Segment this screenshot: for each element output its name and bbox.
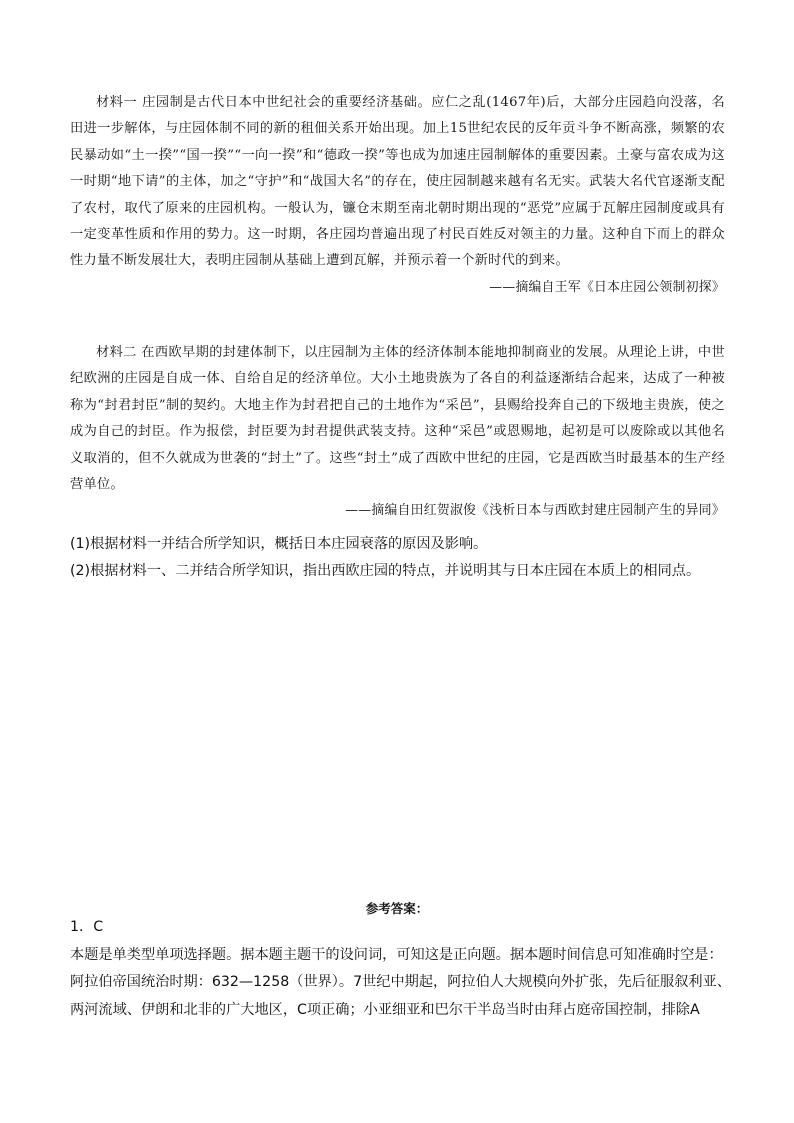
material-two-block: [70, 340, 725, 525]
material-one-block: [70, 90, 725, 301]
answer-explanation: 本题是单类型单项选择题。据本题主题干的设问词，可知这是正向题。据本题时间信息可知准确时空是：阿拉伯帝国统治时期：632—1258（世界）。7世纪中期起，阿拉伯人大规模向外扩张，先后征服叙利亚、两河流域、伊朗和北非的广大地区，C项正确；小亚细亚和巴尔干半岛当时由拜占庭帝国控制，排除A: [70, 946, 731, 1018]
material-two-source: ——摘编自田红贺淑俊《浅析日本与西欧封建庄园制产生的异同》: [345, 503, 725, 519]
questions-block: [70, 531, 730, 585]
material-one-source: ——摘编自王军《日本庄园公领制初探》: [489, 279, 725, 295]
answer-item-number: 1．C: [70, 919, 104, 935]
answers-title: 参考答案：: [365, 901, 429, 916]
answers-block: [70, 914, 734, 1024]
question-2: (2)根据材料一、二并结合所学知识，指出西欧庄园的特点，并说明其与日本庄园在本质上的相同点。: [70, 563, 701, 579]
question-1: (1)根据材料一并结合所学知识，概括日本庄园衰落的原因及影响。: [70, 536, 488, 552]
material-one-text: 材料一 庄园制是古代日本中世纪社会的重要经济基础。应仁之乱(1467年)后，大部分庄园趋向没落，名田进一步解体，与庄园体制不同的新的租佃关系开始出现。加上15世纪农民的反年贡斗争不断高涨，频繁的农民暴动如“土一揆”“国一揆”“一向一揆”和“德政一揆”等也成为加速庄园制解体的重要因素。土豪与富农成为这一时期“地下请”的主体，加之“守护”和“战国大名”的存在，使庄园制越来越有名无实。武装大名代官逐渐支配了农村，取代了原来的庄园机构。一般认为，镰仓末期至南北朝时期出现的“恶党”应属于瓦解庄园制度或具有一定变革性质和作用的势力。这一时期，各庄园均普遍出现了村民百姓反对领主的力量。这种自下而上的群众性力量不断发展壮大，表明庄园制从基础上遭到瓦解，并预示着一个新时代的到来。: [70, 95, 725, 269]
material-two-text: 材料二 在西欧早期的封建体制下，以庄园制为主体的经济体制本能地抑制商业的发展。从理论上讲，中世纪欧洲的庄园是自成一体、自给自足的经济单位。大小土地贵族为了各自的利益逐渐结合起来，达成了一种被称为“封君封臣”制的契约。大地主作为封君把自己的土地作为“采邑”，县赐给投奔自己的下级地主贵族，使之成为自己的封臣。作为报偿，封臣要为封君提供武装支持。这种“采邑”或恩赐地，起初是可以废除或以其他名义取消的，但不久就成为世袭的“封土”了。这些“封土”成了西欧中世纪的庄园，它是西欧当时最基本的生产经营单位。: [70, 345, 725, 493]
